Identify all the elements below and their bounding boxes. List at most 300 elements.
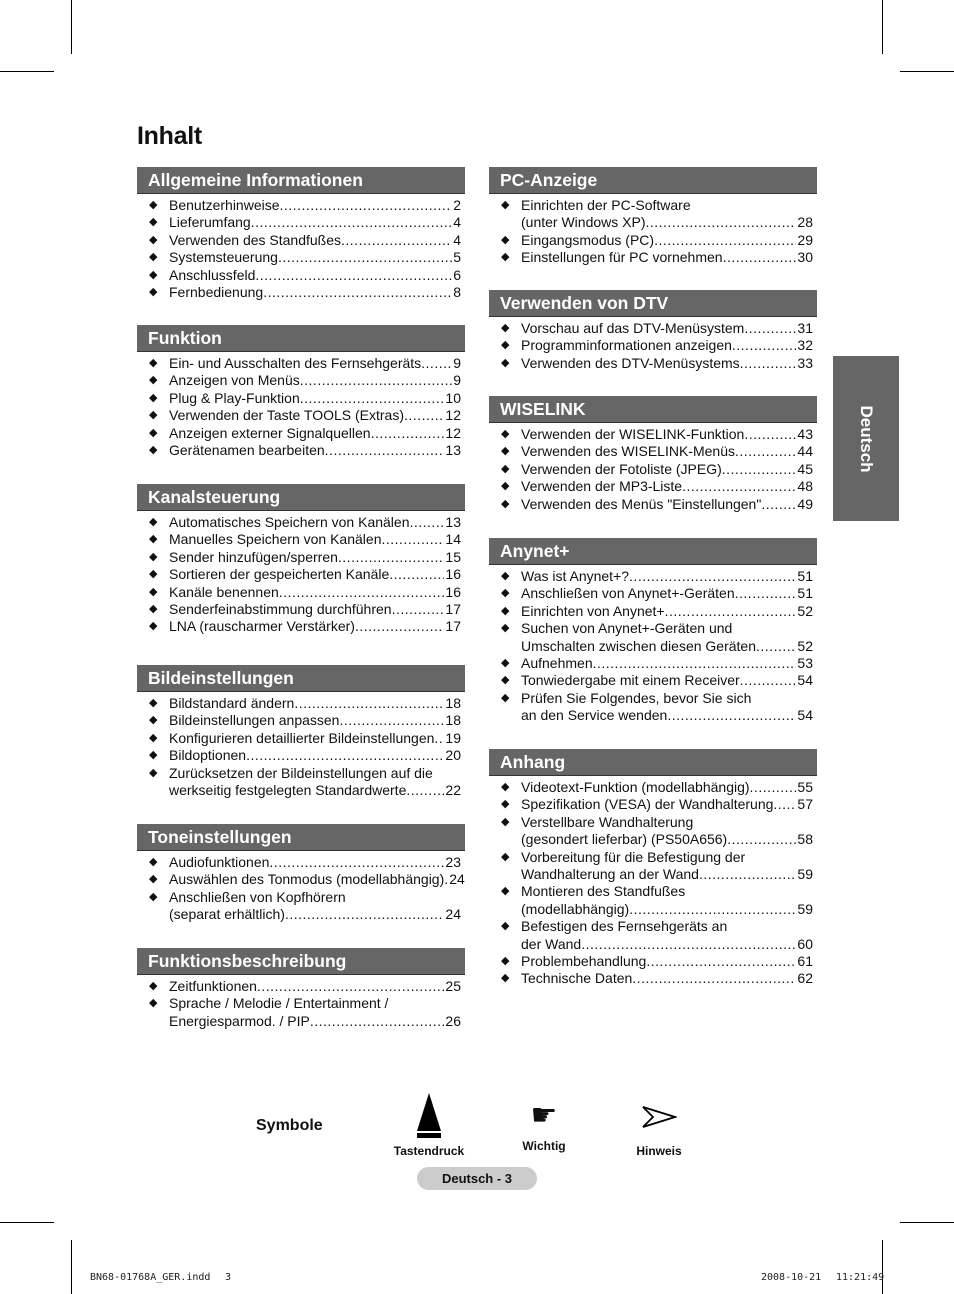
toc-entry bbox=[501, 603, 813, 620]
dot-leader bbox=[300, 390, 445, 407]
section-heading: WISELINK bbox=[489, 396, 817, 423]
diamond-bullet-icon: ◆ bbox=[149, 568, 158, 581]
diamond-bullet-icon: ◆ bbox=[501, 885, 510, 898]
diamond-bullet-icon: ◆ bbox=[501, 622, 510, 635]
toc-entry-text: Verwenden des DTV-Menüsystems bbox=[521, 354, 740, 371]
diamond-bullet-icon: ◆ bbox=[149, 409, 158, 422]
diamond-bullet-icon: ◆ bbox=[149, 997, 158, 1010]
toc-entry bbox=[149, 390, 461, 407]
toc-entry bbox=[501, 478, 813, 495]
section-items bbox=[489, 194, 817, 267]
toc-entry-page: 26 bbox=[445, 1012, 461, 1029]
dot-leader bbox=[300, 372, 452, 389]
section-heading: Anhang bbox=[489, 749, 817, 776]
toc-entry-text: Spezifikation (VESA) der Wandhalterung bbox=[521, 796, 774, 813]
dot-leader bbox=[257, 978, 444, 995]
toc-entry bbox=[149, 249, 461, 266]
dot-leader bbox=[325, 442, 445, 459]
toc-entry-text: Sortieren der gespeicherten Kanäle bbox=[169, 566, 390, 583]
toc-entry-text: Zeitfunktionen bbox=[169, 978, 257, 994]
toc-entry-page: 51 bbox=[797, 585, 813, 602]
dot-leader bbox=[406, 782, 444, 799]
toc-entry-page: 4 bbox=[453, 214, 461, 231]
toc-entry-page: 12 bbox=[445, 424, 461, 441]
diamond-bullet-icon: ◆ bbox=[149, 873, 158, 886]
section-heading: Toneinstellungen bbox=[137, 824, 465, 851]
toc-section bbox=[137, 948, 465, 1030]
toc-entry bbox=[501, 796, 813, 813]
toc-entry-page: 62 bbox=[797, 970, 813, 987]
diamond-bullet-icon: ◆ bbox=[501, 497, 510, 510]
toc-entry-text: Fernbedienung bbox=[169, 284, 264, 301]
toc-entry-text: Bildstandard ändern bbox=[169, 695, 295, 711]
dot-leader bbox=[732, 337, 797, 354]
symbol-hinweis bbox=[609, 1093, 709, 1158]
diamond-bullet-icon: ◆ bbox=[501, 356, 510, 369]
toc-entry-page: 16 bbox=[445, 566, 461, 583]
toc-entry-text: (separat erhältlich) bbox=[169, 906, 285, 923]
toc-entry-page: 18 bbox=[445, 695, 461, 711]
toc-entry-page: 43 bbox=[797, 426, 813, 442]
toc-entry bbox=[501, 443, 813, 460]
toc-entry-page: 24 bbox=[445, 906, 461, 923]
section-heading: Funktionsbeschreibung bbox=[137, 948, 465, 975]
dot-leader bbox=[727, 831, 796, 848]
toc-entry-page: 54 bbox=[797, 707, 813, 724]
toc-entry-text: Verstellbare Wandhalterung bbox=[521, 813, 694, 830]
toc-entry-page: 5 bbox=[453, 249, 461, 266]
dot-leader bbox=[255, 267, 452, 284]
diamond-bullet-icon: ◆ bbox=[149, 585, 158, 598]
toc-entry-text: Verwenden des WISELINK-Menüs bbox=[521, 443, 735, 460]
toc-entry-text: der Wand bbox=[521, 935, 582, 952]
toc-entry-page: 22 bbox=[445, 782, 461, 799]
toc-entry bbox=[149, 765, 461, 800]
toc-entry bbox=[149, 232, 461, 249]
section-items bbox=[489, 565, 817, 725]
toc-entry-text: Montieren des Standfußes bbox=[521, 883, 686, 900]
toc-entry bbox=[501, 337, 813, 354]
crop-mark bbox=[900, 1222, 954, 1223]
diamond-bullet-icon: ◆ bbox=[501, 199, 510, 211]
diamond-bullet-icon: ◆ bbox=[149, 980, 158, 992]
toc-entry-page: 48 bbox=[797, 478, 813, 495]
toc-entry-page: 20 bbox=[445, 747, 461, 764]
toc-entry bbox=[149, 197, 461, 214]
toc-entry-text: an den Service wenden bbox=[521, 707, 668, 724]
toc-entry-page: 10 bbox=[445, 389, 461, 406]
page-title: Inhalt bbox=[137, 122, 202, 150]
toc-entry-text: Verwenden des Standfußes bbox=[169, 231, 342, 248]
toc-entry-text: Aufnehmen bbox=[521, 655, 593, 672]
diamond-bullet-icon: ◆ bbox=[501, 570, 510, 582]
dot-leader bbox=[735, 585, 797, 602]
section-items bbox=[137, 194, 465, 301]
dot-leader bbox=[409, 514, 444, 531]
crop-mark bbox=[0, 1222, 54, 1223]
toc-section bbox=[137, 665, 465, 799]
diamond-bullet-icon: ◆ bbox=[501, 781, 510, 793]
diamond-bullet-icon: ◆ bbox=[149, 216, 158, 229]
toc-entry-text: Plug & Play-Funktion bbox=[169, 389, 300, 406]
diamond-bullet-icon: ◆ bbox=[149, 251, 158, 264]
toc-entry bbox=[149, 889, 461, 924]
dot-leader bbox=[629, 568, 796, 585]
diamond-bullet-icon: ◆ bbox=[149, 516, 158, 528]
diamond-bullet-icon: ◆ bbox=[149, 199, 158, 211]
dot-leader bbox=[722, 461, 797, 478]
footer-time: 11:21:49 bbox=[836, 1272, 885, 1283]
toc-entry bbox=[501, 585, 813, 602]
toc-entry-text: Tonwiedergabe mit einem Receiver bbox=[521, 672, 740, 689]
page-number-badge: Deutsch - 3 bbox=[417, 1167, 537, 1190]
footer-sheet: 3 bbox=[225, 1272, 232, 1283]
dot-leader bbox=[246, 747, 444, 764]
toc-entry-page: 12 bbox=[445, 407, 461, 424]
toc-entry bbox=[501, 197, 813, 232]
toc-entry-page: 45 bbox=[797, 460, 813, 477]
dot-leader bbox=[773, 796, 796, 813]
toc-entry-text: Audiofunktionen bbox=[169, 854, 270, 870]
diamond-bullet-icon: ◆ bbox=[501, 850, 510, 863]
toc-entry bbox=[501, 953, 813, 970]
dot-leader bbox=[581, 936, 796, 953]
toc-section bbox=[489, 290, 817, 372]
dot-leader bbox=[251, 214, 452, 231]
diamond-bullet-icon: ◆ bbox=[149, 856, 158, 868]
toc-entry bbox=[149, 531, 461, 548]
toc-entry-page: 51 bbox=[797, 568, 813, 584]
section-items bbox=[137, 352, 465, 459]
toc-entry-text: Verwenden der Fotoliste (JPEG) bbox=[521, 460, 722, 477]
diamond-bullet-icon: ◆ bbox=[149, 391, 158, 404]
toc-entry-page: 6 bbox=[453, 266, 461, 283]
toc-section bbox=[489, 167, 817, 267]
note-arrow-icon bbox=[641, 1093, 677, 1139]
diamond-bullet-icon: ◆ bbox=[501, 674, 510, 687]
toc-entry bbox=[149, 995, 461, 1030]
toc-entry-page: 25 bbox=[445, 978, 461, 994]
toc-entry-page: 15 bbox=[445, 548, 461, 565]
dot-leader bbox=[355, 618, 444, 635]
symbol-wichtig bbox=[494, 1093, 594, 1153]
toc-section bbox=[489, 749, 817, 988]
footer-filename: BN68-01768A_GER.indd bbox=[90, 1272, 211, 1283]
toc-entry bbox=[501, 249, 813, 266]
toc-entry bbox=[501, 970, 813, 987]
diamond-bullet-icon: ◆ bbox=[501, 251, 510, 264]
dot-leader bbox=[389, 566, 444, 583]
toc-entry-text: Senderfeinabstimmung durchführen bbox=[169, 601, 392, 618]
toc-entry-page: 23 bbox=[445, 854, 461, 870]
toc-section bbox=[137, 325, 465, 459]
section-heading: Bildeinstellungen bbox=[137, 665, 465, 692]
toc-entry-page: 4 bbox=[453, 231, 461, 248]
toc-entry-page: 13 bbox=[445, 514, 461, 530]
toc-entry bbox=[501, 672, 813, 689]
toc-entry bbox=[501, 426, 813, 443]
dot-leader bbox=[665, 603, 797, 620]
toc-entry-text: Bildeinstellungen anpassen bbox=[169, 712, 340, 729]
toc-entry bbox=[149, 549, 461, 566]
dot-leader bbox=[339, 712, 444, 729]
toc-entry-page: 28 bbox=[797, 214, 813, 231]
diamond-bullet-icon: ◆ bbox=[149, 533, 158, 546]
dot-leader bbox=[723, 249, 797, 266]
toc-entry-page: 52 bbox=[797, 602, 813, 619]
dot-leader bbox=[744, 320, 796, 337]
section-heading: Verwenden von DTV bbox=[489, 290, 817, 317]
toc-entry-page: 53 bbox=[797, 655, 813, 672]
symbol-tastendruck bbox=[379, 1093, 479, 1158]
toc-entry-text: Eingangsmodus (PC) bbox=[521, 231, 655, 248]
toc-entry bbox=[501, 918, 813, 953]
diamond-bullet-icon: ◆ bbox=[501, 604, 510, 617]
section-heading: Funktion bbox=[137, 325, 465, 352]
dot-leader bbox=[761, 496, 796, 513]
dot-leader bbox=[338, 549, 445, 566]
toc-entry-text: werkseitig festgelegten Standardwerte bbox=[169, 782, 407, 799]
toc-entry-text: Auswählen des Tonmodus (modellabhängig) bbox=[169, 871, 445, 888]
diamond-bullet-icon: ◆ bbox=[501, 955, 510, 968]
diamond-bullet-icon: ◆ bbox=[501, 798, 510, 811]
toc-entry bbox=[149, 267, 461, 284]
crop-mark bbox=[0, 71, 54, 72]
toc-entry-page: 54 bbox=[797, 672, 813, 689]
toc-entry-text: Bildoptionen bbox=[169, 747, 247, 764]
toc-entry-page: 16 bbox=[445, 583, 461, 600]
dot-leader bbox=[310, 1013, 445, 1030]
toc-entry-text: Energiesparmod. / PIP bbox=[169, 1012, 310, 1029]
toc-entry-text: Zurücksetzen der Bildeinstellungen auf die bbox=[169, 764, 433, 781]
toc-entry-page: 57 bbox=[797, 796, 813, 813]
diamond-bullet-icon: ◆ bbox=[501, 445, 510, 458]
toc-entry-page: 14 bbox=[445, 531, 461, 548]
toc-entry bbox=[149, 712, 461, 729]
diamond-bullet-icon: ◆ bbox=[501, 815, 510, 828]
toc-entry-text: Benutzerhinweise bbox=[169, 197, 280, 213]
toc-entry-text: Anzeigen externer Signalquellen bbox=[169, 424, 371, 441]
toc-entry bbox=[501, 849, 813, 884]
toc-entry bbox=[149, 978, 461, 995]
toc-entry bbox=[149, 618, 461, 635]
diamond-bullet-icon: ◆ bbox=[149, 233, 158, 246]
toc-entry-text: Anschließen von Anynet+-Geräten bbox=[521, 585, 735, 602]
toc-entry bbox=[501, 814, 813, 849]
toc-entry bbox=[149, 442, 461, 459]
toc-entry-page: 19 bbox=[445, 729, 461, 746]
dot-leader bbox=[740, 355, 797, 372]
toc-entry-text: Manuelles Speichern von Kanälen bbox=[169, 531, 382, 548]
dot-leader bbox=[421, 355, 452, 372]
toc-entry-text: Umschalten zwischen diesen Geräten bbox=[521, 637, 757, 654]
footer-date: 2008-10-21 bbox=[761, 1272, 822, 1283]
toc-entry bbox=[149, 854, 461, 871]
toc-entry-text: Automatisches Speichern von Kanälen bbox=[169, 514, 410, 530]
section-items bbox=[137, 511, 465, 636]
toc-entry bbox=[501, 320, 813, 337]
toc-entry-text: Sprache / Melodie / Entertainment / bbox=[169, 995, 389, 1012]
toc-entry-page: 17 bbox=[445, 618, 461, 635]
dot-leader bbox=[750, 779, 797, 796]
diamond-bullet-icon: ◆ bbox=[149, 357, 158, 369]
toc-entry bbox=[501, 655, 813, 672]
section-items bbox=[137, 851, 465, 924]
diamond-bullet-icon: ◆ bbox=[149, 268, 158, 281]
key-press-icon bbox=[415, 1093, 443, 1139]
toc-entry-text: Kanäle benennen bbox=[169, 583, 279, 600]
toc-entry-page: 44 bbox=[797, 443, 813, 460]
toc-entry bbox=[149, 284, 461, 301]
section-heading: PC-Anzeige bbox=[489, 167, 817, 194]
toc-entry bbox=[501, 496, 813, 513]
toc-entry-text: Problembehandlung bbox=[521, 953, 647, 970]
dot-leader bbox=[279, 584, 445, 601]
section-items bbox=[137, 975, 465, 1030]
diamond-bullet-icon: ◆ bbox=[149, 426, 158, 439]
toc-entry-page: 60 bbox=[797, 935, 813, 952]
section-items bbox=[489, 423, 817, 513]
pointing-hand-icon: ☛ bbox=[530, 1099, 558, 1132]
toc-entry-text: (modellabhängig) bbox=[521, 900, 630, 917]
dot-leader bbox=[632, 970, 796, 987]
dot-leader bbox=[629, 901, 796, 918]
toc-entry-page: 52 bbox=[797, 637, 813, 654]
diamond-bullet-icon: ◆ bbox=[149, 749, 158, 762]
symbol-hinweis-label: Hinweis bbox=[636, 1144, 682, 1158]
toc-entry-page: 30 bbox=[797, 249, 813, 266]
section-heading: Kanalsteuerung bbox=[137, 484, 465, 511]
toc-entry-text: (unter Windows XP) bbox=[521, 214, 646, 231]
diamond-bullet-icon: ◆ bbox=[501, 657, 510, 670]
crop-mark bbox=[900, 71, 954, 72]
language-tab-label: Deutsch bbox=[857, 404, 876, 473]
diamond-bullet-icon: ◆ bbox=[149, 444, 158, 457]
toc-entry-text: Anschließen von Kopfhörern bbox=[169, 888, 346, 905]
diamond-bullet-icon: ◆ bbox=[501, 339, 510, 352]
diamond-bullet-icon: ◆ bbox=[149, 550, 158, 563]
toc-section bbox=[489, 396, 817, 513]
toc-entry-text: Suchen von Anynet+-Geräten und bbox=[521, 620, 733, 637]
toc-section bbox=[489, 538, 817, 725]
diamond-bullet-icon: ◆ bbox=[501, 322, 510, 334]
toc-entry bbox=[501, 568, 813, 585]
diamond-bullet-icon: ◆ bbox=[149, 890, 158, 903]
diamond-bullet-icon: ◆ bbox=[501, 691, 510, 704]
dot-leader bbox=[682, 478, 796, 495]
diamond-bullet-icon: ◆ bbox=[149, 697, 158, 709]
diamond-bullet-icon: ◆ bbox=[501, 587, 510, 600]
toc-entry-text: Verwenden der MP3-Liste bbox=[521, 478, 683, 495]
toc-entry-text: Befestigen des Fernsehgeräts an bbox=[521, 918, 728, 935]
diamond-bullet-icon: ◆ bbox=[149, 620, 158, 633]
toc-entry bbox=[149, 214, 461, 231]
diamond-bullet-icon: ◆ bbox=[501, 920, 510, 933]
diamond-bullet-icon: ◆ bbox=[501, 233, 510, 246]
crop-mark bbox=[882, 1240, 883, 1294]
toc-entry-text: Sender hinzufügen/sperren bbox=[169, 548, 338, 565]
toc-entry-page: 18 bbox=[445, 712, 461, 729]
toc-entry-page: 59 bbox=[797, 900, 813, 917]
dot-leader bbox=[593, 655, 797, 672]
toc-entry-text: Konfigurieren detaillierter Bildeinstellungen bbox=[169, 729, 435, 746]
toc-entry-text: Technische Daten bbox=[521, 970, 633, 987]
toc-entry-page: 55 bbox=[797, 779, 813, 795]
toc-entry bbox=[501, 690, 813, 725]
toc-entry bbox=[501, 883, 813, 918]
toc-entry-text: Einrichten der PC-Software bbox=[521, 197, 691, 213]
section-items bbox=[489, 776, 817, 988]
dot-leader bbox=[278, 249, 452, 266]
toc-entry-page: 33 bbox=[797, 354, 813, 371]
toc-entry-page: 2 bbox=[453, 197, 461, 213]
toc-entry-text: Videotext-Funktion (modellabhängig) bbox=[521, 779, 750, 795]
toc-entry bbox=[149, 566, 461, 583]
dot-leader bbox=[699, 866, 796, 883]
toc-section bbox=[137, 167, 465, 301]
toc-entry bbox=[501, 355, 813, 372]
diamond-bullet-icon: ◆ bbox=[149, 766, 158, 779]
toc-entry-page: 59 bbox=[797, 866, 813, 883]
dot-leader bbox=[404, 407, 444, 424]
toc-entry-page: 8 bbox=[453, 284, 461, 301]
toc-entry-text: Prüfen Sie Folgendes, bevor Sie sich bbox=[521, 689, 752, 706]
dot-leader bbox=[645, 214, 796, 231]
toc-entry-text: Einrichten von Anynet+ bbox=[521, 602, 665, 619]
language-tab bbox=[833, 356, 899, 521]
toc-entry bbox=[149, 425, 461, 442]
dot-leader bbox=[341, 232, 452, 249]
toc-entry-text: LNA (rauscharmer Verstärker) bbox=[169, 618, 355, 635]
toc-entry-text: Was ist Anynet+? bbox=[521, 568, 630, 584]
toc-entry-page: 9 bbox=[453, 355, 461, 371]
section-heading: Allgemeine Informationen bbox=[137, 167, 465, 194]
section-items bbox=[137, 692, 465, 799]
section-heading: Anynet+ bbox=[489, 538, 817, 565]
toc-entry bbox=[501, 620, 813, 655]
toc-entry bbox=[149, 695, 461, 712]
toc-entry-text: (gesondert lieferbar) (PS50A656) bbox=[521, 831, 728, 848]
toc-entry-text: Vorschau auf das DTV-Menüsystem bbox=[521, 320, 745, 336]
toc-entry bbox=[149, 730, 461, 747]
toc-entry-page: 61 bbox=[797, 953, 813, 970]
toc-entry bbox=[149, 601, 461, 618]
crop-mark bbox=[882, 0, 883, 54]
diamond-bullet-icon: ◆ bbox=[501, 480, 510, 493]
toc-entry-page: 58 bbox=[797, 831, 813, 848]
dot-leader bbox=[280, 197, 453, 214]
toc-entry-text: Einstellungen für PC vornehmen bbox=[521, 249, 723, 266]
dot-leader bbox=[269, 854, 444, 871]
symbol-tastendruck-label: Tastendruck bbox=[393, 1144, 465, 1158]
section-items bbox=[489, 317, 817, 372]
toc-entry bbox=[149, 584, 461, 601]
toc-entry-text: Wandhalterung an der Wand bbox=[521, 866, 699, 883]
toc-entry-page: 32 bbox=[797, 337, 813, 354]
diamond-bullet-icon: ◆ bbox=[149, 731, 158, 744]
dot-leader bbox=[744, 426, 796, 443]
toc-entry-text: Verwenden der Taste TOOLS (Extras) bbox=[169, 407, 405, 424]
diamond-bullet-icon: ◆ bbox=[501, 972, 510, 985]
toc-entry-text: Gerätenamen bearbeiten bbox=[169, 442, 325, 459]
toc-section bbox=[137, 824, 465, 924]
symbol-wichtig-label: Wichtig bbox=[522, 1139, 566, 1153]
toc-entry bbox=[501, 779, 813, 796]
toc-entry-text: Verwenden der WISELINK-Funktion bbox=[521, 426, 745, 442]
toc-entry-text: Programminformationen anzeigen bbox=[521, 337, 732, 354]
dot-leader bbox=[371, 425, 445, 442]
diamond-bullet-icon: ◆ bbox=[149, 714, 158, 727]
